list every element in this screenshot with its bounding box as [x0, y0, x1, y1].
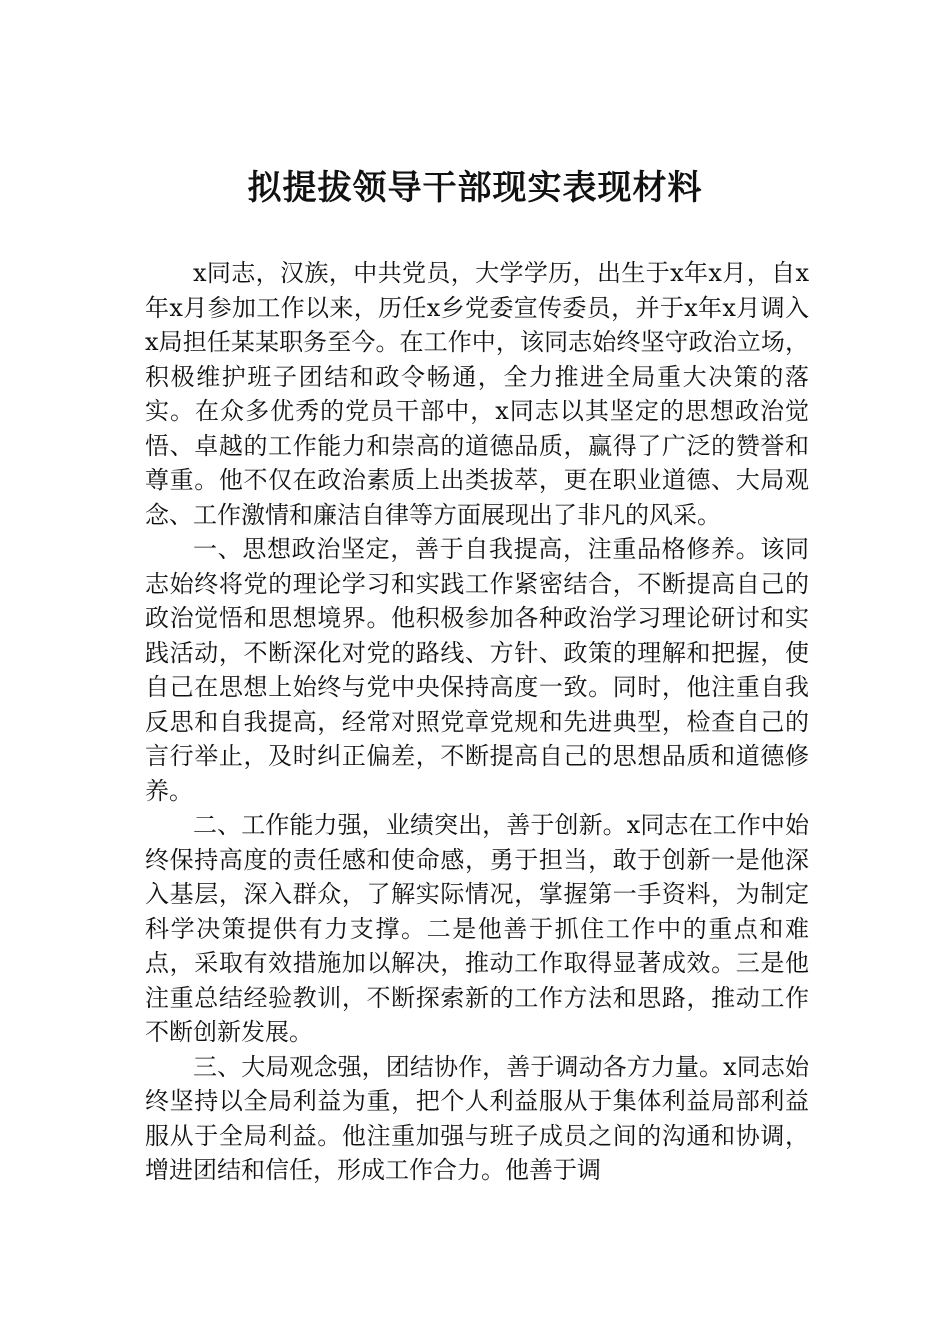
document-title: 拟提拔领导干部现实表现材料 — [247, 168, 703, 208]
paragraph-section-3: 三、大局观念强，团结协作，善于调动各方力量。x同志始终坚持以全局利益为重，把个人利益服从于集体利益局部利益服从于全局利益。他注重加强与班子成员之间的沟通和协调，增进团结和信任，形成工作合力。他善于调 — [145, 1052, 809, 1184]
document-body — [145, 256, 809, 1188]
paragraph-intro: x同志，汉族，中共党员，大学学历，出生于x年x月，自x年x月参加工作以来，历任x乡党委宣传委员，并于x年x月调入x局担任某某职务至今。在工作中，该同志始终坚守政治立场，积极维护班子团结和政令畅通，全力推进全局重大决策的落实。在众多优秀的党员干部中，x同志以其坚定的思想政治觉悟、卓越的工作能力和崇高的道德品质，赢得了广泛的赞誉和尊重。他不仅在政治素质上出类拔萃，更在职业道德、大局观念、工作激情和廉洁自律等方面展现出了非凡的风采。 — [145, 259, 809, 529]
paragraph-section-1: 一、思想政治坚定，善于自我提高，注重品格修养。该同志始终将党的理论学习和实践工作紧密结合，不断提高自己的政治觉悟和思想境界。他积极参加各种政治学习理论研讨和实践活动，不断深化对党的路线、方针、政策的理解和把握，使自己在思想上始终与党中央保持高度一致。同时，他注重自我反思和自我提高，经常对照党章党规和先进典型，检查自己的言行举止，及时纠正偏差，不断提高自己的思想品质和道德修养。 — [145, 535, 809, 805]
paragraph-section-2: 二、工作能力强，业绩突出，善于创新。x同志在工作中始终保持高度的责任感和使命感，勇于担当，敢于创新一是他深入基层，深入群众，了解实际情况，掌握第一手资料，为制定科学决策提供有力支撑。二是他善于抓住工作中的重点和难点，采取有效措施加以解决，推动工作取得显著成效。三是他注重总结经验教训，不断探索新的工作方法和思路，推动工作不断创新发展。 — [145, 811, 809, 1046]
